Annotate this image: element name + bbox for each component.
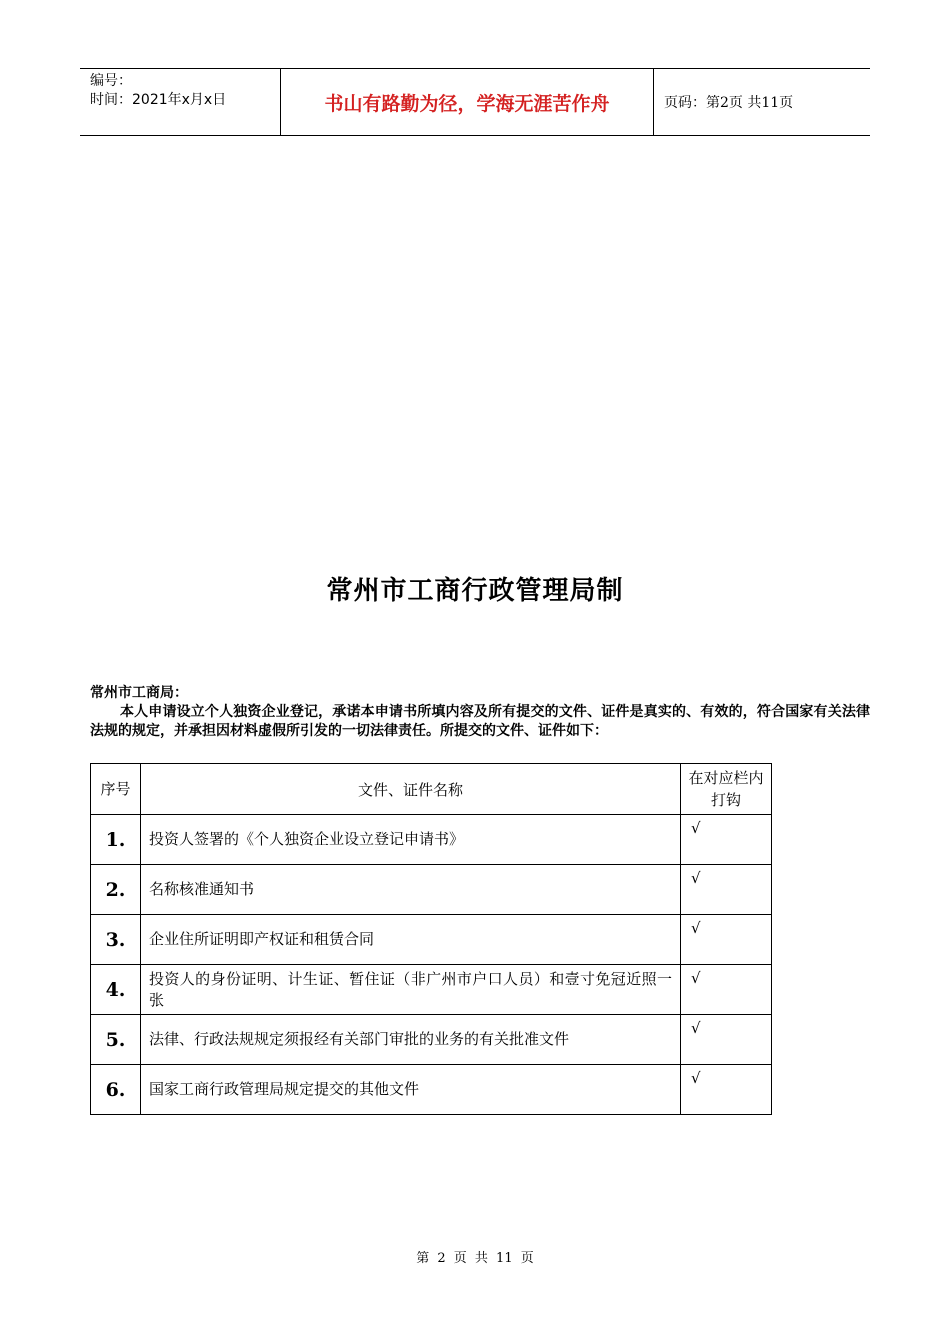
row-document-name: 名称核准通知书: [141, 865, 681, 915]
time-label: 时间：2021年x月x日: [90, 92, 227, 108]
table-row: [91, 915, 772, 965]
intro-section: [90, 684, 870, 741]
addressee: 常州市工商局：: [90, 685, 188, 701]
table-header-row: [91, 764, 772, 815]
row-check-mark[interactable]: √: [681, 915, 772, 965]
row-check-mark[interactable]: √: [681, 1015, 772, 1065]
header-name: 文件、证件名称: [141, 764, 681, 815]
table-row: [91, 815, 772, 865]
row-number: 6.: [91, 1065, 141, 1115]
statement: 本人申请设立个人独资企业登记，承诺本申请书所填内容及所有提交的文件、证件是真实的、有效的，符合国家有关法律法规的规定，并承担因材料虚假所引发的一切法律责任。所提交的文件、证件如下：: [90, 704, 870, 739]
page-footer: 第 2 页 共 11 页: [416, 1251, 534, 1266]
row-document-name: 法律、行政法规规定须报经有关部门审批的业务的有关批准文件: [141, 1015, 681, 1065]
row-number: 5.: [91, 1015, 141, 1065]
row-number: 2.: [91, 865, 141, 915]
table-row: [91, 1065, 772, 1115]
row-check-mark[interactable]: √: [681, 965, 772, 1015]
table-row: [91, 1015, 772, 1065]
row-number: 4.: [91, 965, 141, 1015]
documents-table: [90, 763, 772, 1115]
row-check-mark[interactable]: √: [681, 815, 772, 865]
header-motto: 书山有路勤为径，学海无涯苦作舟: [281, 69, 654, 135]
header-check: 在对应栏内打钩: [681, 764, 772, 815]
header-seq: 序号: [91, 764, 141, 815]
document-title: 常州市工商行政管理局制: [326, 576, 624, 606]
code-label: 编号：: [90, 73, 132, 89]
row-number: 1.: [91, 815, 141, 865]
page-header: [80, 68, 870, 136]
table-row: [91, 865, 772, 915]
row-document-name: 企业住所证明即产权证和租赁合同: [141, 915, 681, 965]
row-check-mark[interactable]: √: [681, 865, 772, 915]
row-document-name: 投资人的身份证明、计生证、暂住证（非广州市户口人员）和壹寸免冠近照一张: [141, 965, 681, 1015]
row-number: 3.: [91, 915, 141, 965]
table-row: [91, 965, 772, 1015]
row-document-name: 国家工商行政管理局规定提交的其他文件: [141, 1065, 681, 1115]
header-meta: [80, 69, 281, 135]
row-document-name: 投资人签署的《个人独资企业设立登记申请书》: [141, 815, 681, 865]
header-page-info: 页码：第2页 共11页: [664, 95, 794, 111]
row-check-mark[interactable]: √: [681, 1065, 772, 1115]
